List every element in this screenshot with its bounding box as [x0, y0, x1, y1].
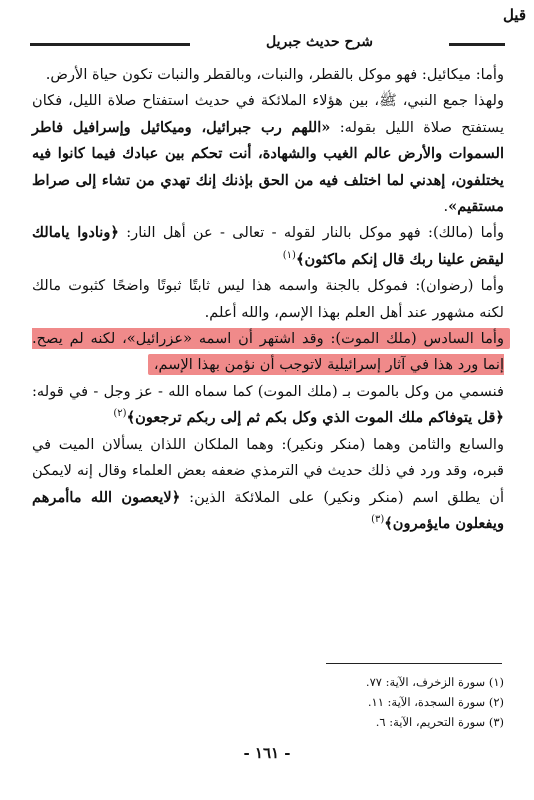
running-header	[30, 34, 505, 54]
highlighted-text: وأما السادس (ملك الموت): وقد اشتهر أن اسمه «عزرائيل»، لكنه لم يصح. إنما ورد هذا في آثار إسرائيلية لاتوجب أن نؤمن بهذا الإسم،	[32, 328, 510, 375]
header-title: شرح حديث جبريل	[266, 34, 373, 50]
footnote-rule	[326, 663, 502, 664]
footnote-marker: (٢)	[113, 408, 127, 420]
hadith-quote: «اللهم رب جبرائيل، وميكائيل وإسرافيل فاطر السموات والأرض عالم الغيب والشهادة، أنت تحكم بين عبادك فيما كانوا فيه يختلفون، إهدني لما اختلف فيه من الحق بإذنك إنك تهدي من تشاء إلى صراط مستقيم»	[32, 118, 504, 216]
corner-label: قيل	[502, 6, 526, 24]
quran-quote: ﴿لايعصون الله ماأمرهم ويفعلون مايؤمرون﴾	[32, 488, 504, 532]
paragraph-ridwan	[32, 273, 504, 326]
page-number: - ١٦١ -	[243, 744, 291, 762]
paragraph-angel-of-death-highlighted	[32, 326, 504, 379]
footnotes	[254, 672, 504, 732]
paragraph-angel-of-death	[32, 379, 504, 432]
paragraph-night-prayer	[32, 88, 504, 220]
header-rule-right	[449, 43, 505, 46]
footnote-1: (١) سورة الزخرف، الآية: ٧٧.	[365, 675, 504, 689]
paragraph-text: فنسمي من وكل بالموت بـ (ملك الموت) كما سماه الله - عز وجل - في قوله:	[32, 382, 504, 400]
quran-quote: ﴿قل يتوفاكم ملك الموت الذي وكل بكم ثم إلى ربكم ترجعون﴾	[126, 409, 504, 427]
footnote-marker: (١)	[282, 249, 296, 261]
paragraph-end: .	[443, 198, 449, 216]
quran-quote: ﴿ونادوا يامالك ليقض علينا ربك قال إنكم ماكثون﴾	[32, 224, 504, 268]
paragraph-text: وأما (مالك): فهو موكل بالنار لقوله - تعالى - عن أهل النار:	[126, 224, 504, 242]
footnote-marker: (٣)	[371, 514, 385, 526]
footnote-2: (٢) سورة السجدة، الآية: ١١.	[367, 695, 504, 709]
footnote-3: (٣) سورة التحريم، الآية: ٦.	[375, 715, 504, 729]
paragraph-malik	[32, 220, 504, 273]
paragraph-text: وأما: ميكائيل: فهو موكل بالقطر، والنبات، وبالقطر والنبات تكون حياة الأرض.	[45, 66, 504, 83]
paragraph-munkar-nakir	[32, 432, 504, 538]
main-text	[32, 62, 504, 537]
paragraph-mikail	[32, 62, 504, 88]
paragraph-text: والسابع والثامن وهما (منكر ونكير): وهما الملكان اللذان يسألان الميت في قبره، وقد ورد في ذلك حديث في الترمذي ضعفه بعض العلماء وقال إنه لايمكن أن يطلق اسم (منكر ونكير) على الملائكة الذين:	[32, 435, 504, 506]
paragraph-text: وأما (رضوان): فموكل بالجنة واسمه هذا ليس ثابتًا ثبوتًا واضحًا كثبوت مالك لكنه مشهور عند أهل العلم بهذا الإسم، والله أعلم.	[32, 277, 504, 321]
header-rule-left	[30, 43, 190, 46]
paragraph-text: ولهذا جمع النبي، ﷺ، بين هؤلاء الملائكة في حديث استفتاح صلاة الليل، فكان يستفتح صلاة الليل بقوله:	[32, 92, 505, 136]
